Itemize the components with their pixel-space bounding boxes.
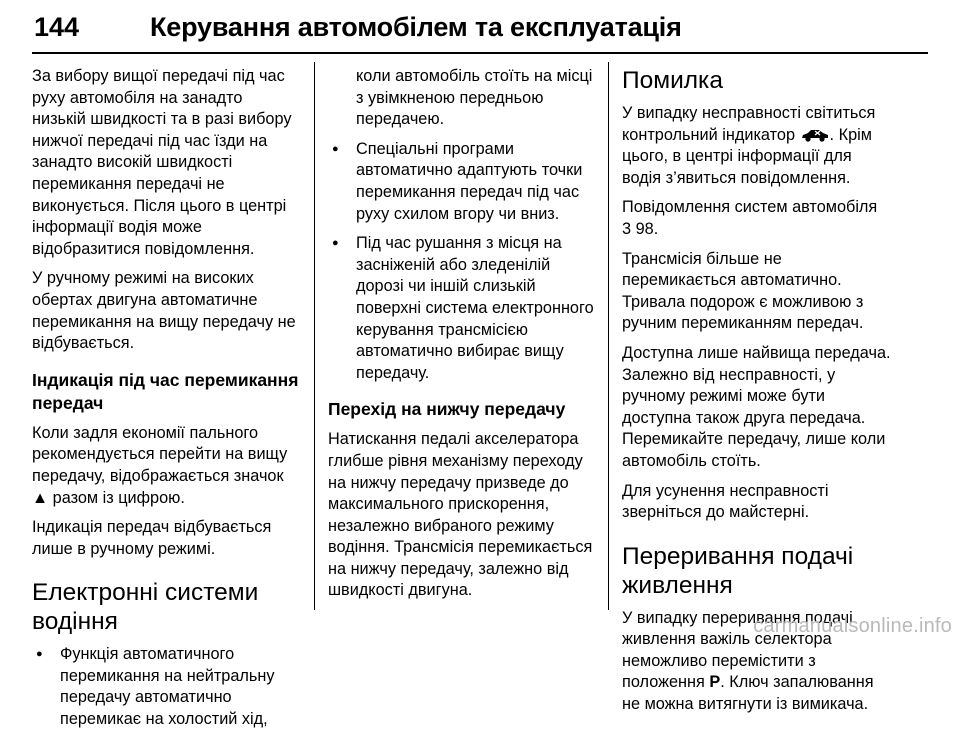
paragraph: Натискання педалі акселератора глибше рівня механізму переходу на нижчу передачу призведе до максимального прискорення, незалежно вибраного режиму водіння. Трансмісія перемикається на нижчу передачу, залежно від швидкості двигуна. [328, 430, 593, 600]
column-1 [32, 66, 300, 739]
column-divider-2 [608, 62, 609, 610]
bullet-item: ● Спеціальні програми автоматично адаптують точки перемикання передач під час руху схилом вгору чи вниз. [328, 139, 596, 225]
section-title: Електронні системи водіння [32, 579, 259, 636]
page-header [32, 0, 928, 54]
chapter-title: Керування автомобілем та експлуатація [150, 12, 682, 42]
section-heading: Індикація під час перемикання передач [32, 369, 299, 413]
paragraph: Коли задля економії пального рекомендується перейти на вищу передачу, відображається значок ▲ разом із цифрою. [32, 423, 300, 509]
column-2 [328, 66, 596, 610]
paragraph: У випадку переривання подачі живлення важіль селектора неможливо перемістити з положення P. Ключ запалювання не можна витягнути із вимикача. [622, 608, 874, 714]
paragraph: Доступна лише найвища передача. Залежно від несправності, у ручному режимі може бути доступна також друга передача. Перемикайте передачу, лише коли автомобіль стоїть. [622, 343, 891, 470]
paragraph: У ручному режимі на високих обертах двигуна автоматичне перемикання на вищу передачу не відбувається. [32, 269, 296, 353]
section-title: Переривання подачі живлення [622, 542, 854, 599]
page-reference[interactable]: 98. [635, 219, 659, 238]
upshift-triangle-icon: ▲ [32, 488, 49, 507]
paragraph: Трансмісія більше не перемикається автоматично. Тривала подорож є можливою з ручним перемиканням передач. [622, 249, 864, 333]
bullet-continuation: коли автомобіль стоїть на місці з увімкненою передньою передачею. [356, 67, 593, 129]
column-divider-1 [314, 62, 315, 610]
page-reference-icon: 3 [622, 219, 632, 238]
page-number: 144 [34, 12, 80, 42]
paragraph: У випадку несправності світиться контрольний індикатор . Крім цього, в центрі інформації для водія з’явиться повідомлення. [622, 104, 876, 187]
car-warning-icon [800, 127, 830, 141]
section-heading: Перехід на нижчу передачу [328, 399, 566, 420]
paragraph: За вибору вищої передачі під час руху автомобіля на занадто низькій швидкості та в разі вибору нижчої передачі під час їзди на занадто високій швидкості перемикання передачі не виконується. Після цього в центрі інформації водія може відобразитися повідомлення. [32, 67, 292, 258]
paragraph: Для усунення несправності зверніться до майстерні. [622, 481, 829, 522]
bullet-item: ● Функція автоматичного перемикання на нейтральну передачу автоматично перемикає на холостий хід, [32, 644, 300, 730]
paragraph: Індикація передач відбувається лише в ручному режимі. [32, 518, 272, 558]
paragraph: Повідомлення систем автомобіля 3 98. [622, 198, 878, 238]
section-title: Помилка [622, 67, 723, 94]
bullet-item: ● Під час рушання з місця на засніженій або зледенілій дорозі чи іншій слизькій поверхні система електронного керування трансмісією автоматично вибирає вищу передачу. [328, 233, 596, 384]
watermark: carmanualsonline.info [753, 615, 952, 637]
